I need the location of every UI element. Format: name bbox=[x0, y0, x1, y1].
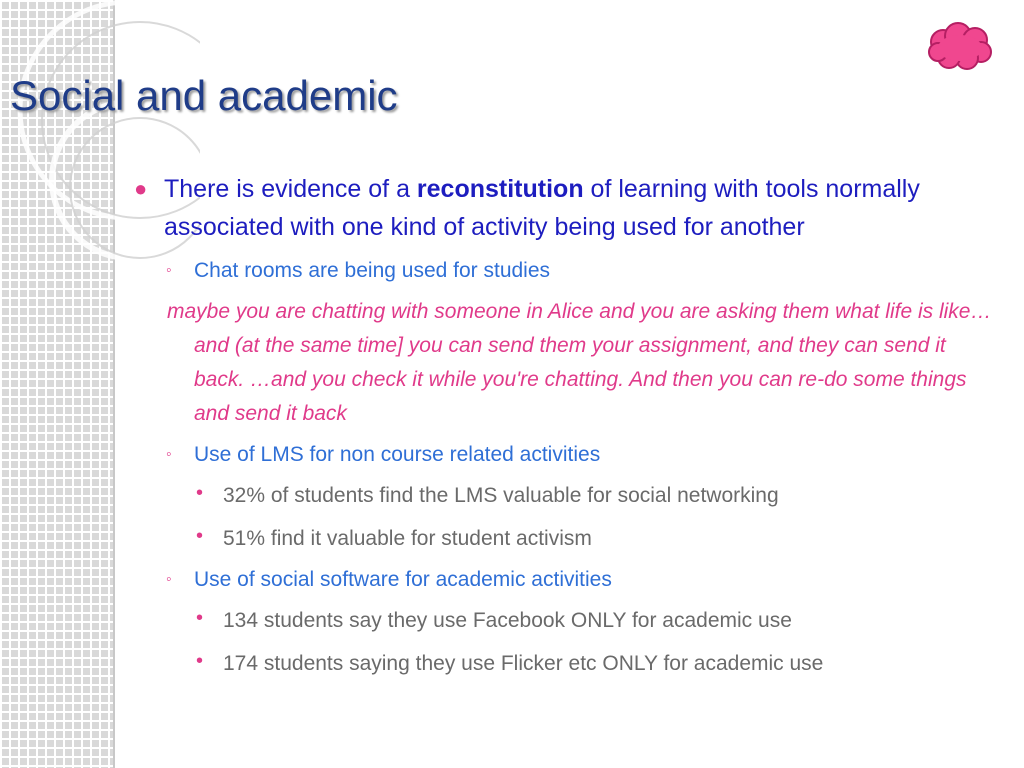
main-bullet-text-end: of learning with tools normally associated with one kind of activity being used for another bbox=[164, 175, 920, 241]
sub-bullet-chat-text: Chat rooms are being used for studies bbox=[194, 259, 551, 282]
social-stat-facebook: 134 students say they use Facebook ONLY for academic use bbox=[223, 609, 792, 632]
small-dot-icon: • bbox=[196, 482, 204, 504]
main-bullet bbox=[130, 170, 1000, 246]
hollow-circle-icon: ◦ bbox=[166, 571, 172, 588]
main-bullet-emphasis: reconstitution bbox=[416, 175, 584, 203]
small-dot-icon: • bbox=[196, 650, 204, 672]
slide-body bbox=[130, 170, 1000, 690]
list-item bbox=[130, 522, 1000, 555]
sub-bullet-chat bbox=[130, 256, 1000, 286]
social-stat-flicker: 174 students saying they use Flicker etc ONLY for academic use bbox=[223, 652, 824, 675]
hollow-circle-icon: ◦ bbox=[166, 262, 172, 279]
sub-bullet-lms-text: Use of LMS for non course related activities bbox=[194, 443, 601, 466]
lms-stat-activism: 51% find it valuable for student activism bbox=[223, 527, 592, 550]
hollow-circle-icon: ◦ bbox=[166, 446, 172, 463]
small-dot-icon: • bbox=[196, 607, 204, 629]
list-item bbox=[130, 647, 1000, 680]
sub-bullet-lms bbox=[130, 440, 1000, 470]
slide-title: Social and academic bbox=[10, 72, 398, 119]
sub-bullet-social-software bbox=[130, 565, 1000, 595]
sub-bullet-social-text: Use of social software for academic activities bbox=[194, 568, 612, 591]
list-item bbox=[130, 604, 1000, 637]
lms-stat-social: 32% of students find the LMS valuable for social networking bbox=[223, 484, 779, 507]
small-dot-icon: • bbox=[196, 525, 204, 547]
filled-dot-icon: ● bbox=[134, 176, 148, 201]
cloud-icon bbox=[925, 22, 995, 72]
main-bullet-text-start: There is evidence of a bbox=[164, 175, 417, 203]
list-item bbox=[130, 479, 1000, 512]
student-quote: maybe you are chatting with someone in Alice and you are asking them what life is like…and (at the same time] you can send them your assignment, and they can send it back. …and you check it while you're chatting. And then you can re-do some things and send it back bbox=[167, 300, 992, 425]
